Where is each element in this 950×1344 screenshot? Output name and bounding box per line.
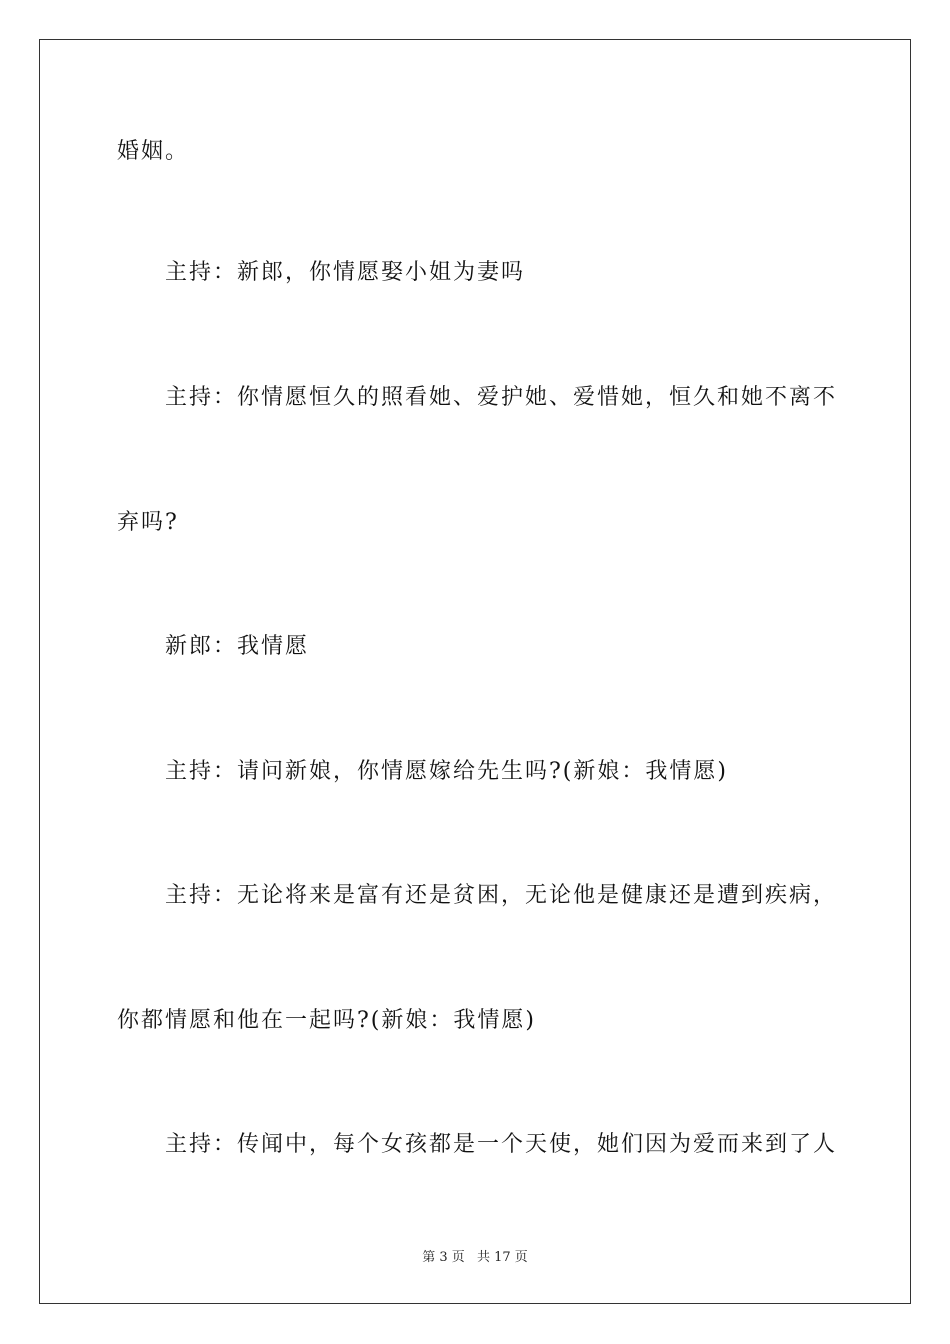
paragraph-line: 主持：请问新娘，你情愿嫁给先生吗?(新娘：我情愿) (165, 759, 728, 784)
paragraph-line: 新郎：我情愿 (165, 634, 310, 659)
paragraph-line: 主持：无论将来是富有还是贫困，无论他是健康还是遭到疾病， (165, 883, 838, 908)
paragraph-line: 你都情愿和他在一起吗?(新娘：我情愿) (117, 1008, 536, 1033)
page-total: 共 17 页 (476, 1250, 528, 1265)
page-border (39, 39, 911, 1304)
paragraph-line: 弃吗? (117, 510, 179, 535)
paragraph-line: 主持：新郎，你情愿娶小姐为妻吗 (165, 260, 526, 285)
paragraph-line: 主持：你情愿恒久的照看她、爱护她、爱惜她，恒久和她不离不 (165, 385, 838, 410)
paragraph-line: 主持：传闻中，每个女孩都是一个天使，她们因为爱而来到了人 (165, 1132, 838, 1157)
page-number: 第 3 页 (422, 1250, 465, 1265)
page-footer (0, 1246, 950, 1265)
paragraph-line: 婚姻。 (117, 139, 190, 164)
